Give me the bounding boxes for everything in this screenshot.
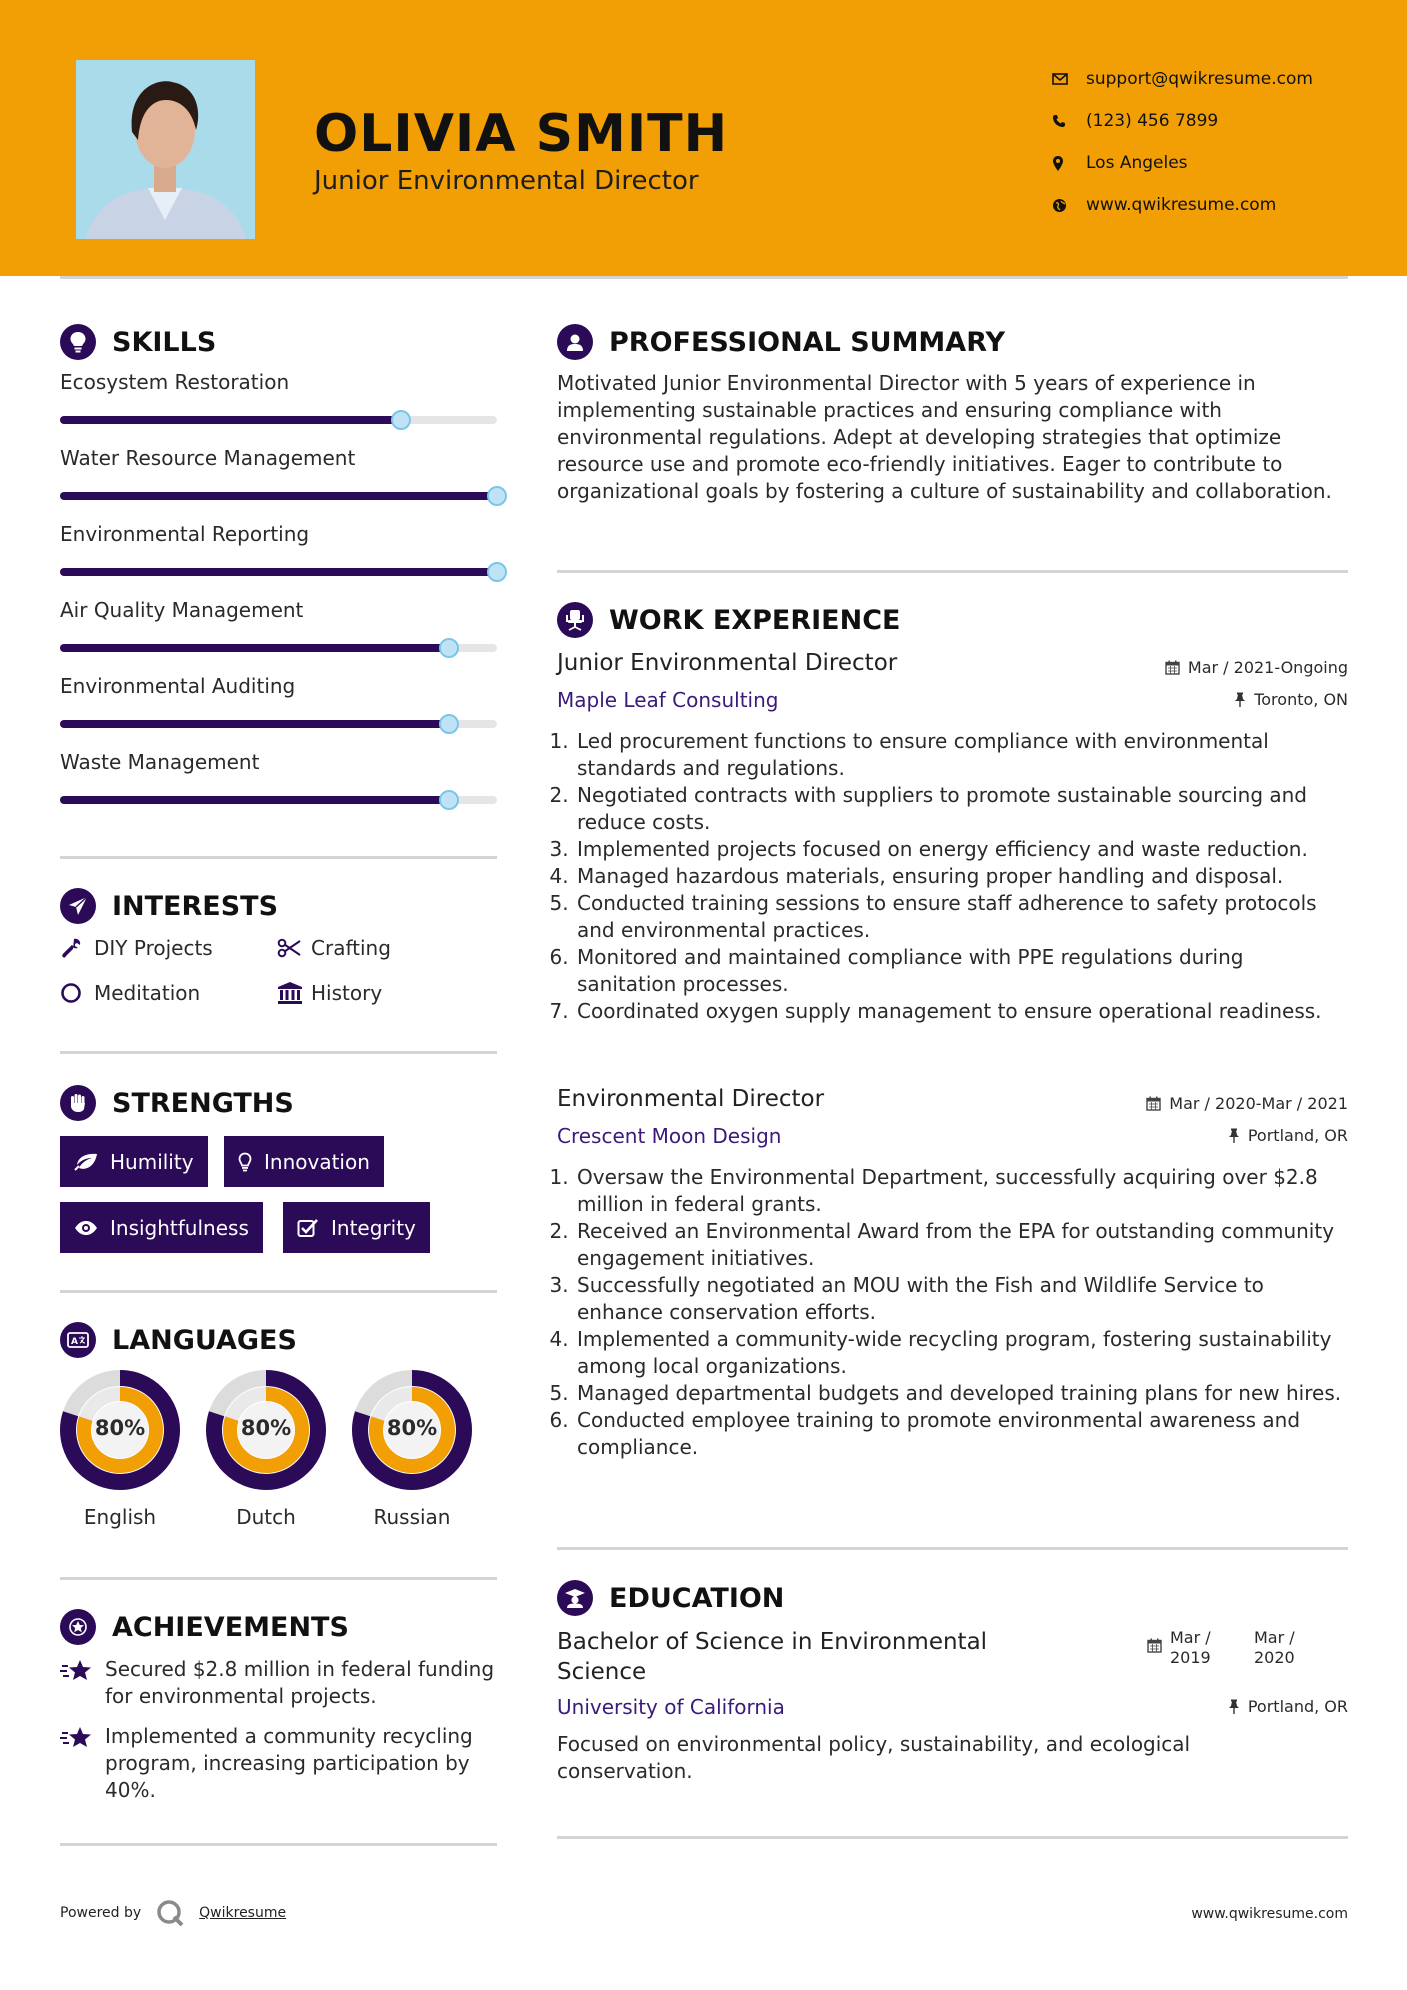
interest-item: Crafting xyxy=(277,936,391,960)
skill-bar xyxy=(60,492,497,500)
skill-bar-fill xyxy=(60,568,497,576)
interests-heading: INTERESTS xyxy=(60,888,278,924)
duty-item: 3. Implemented projects focused on energy efficiency and waste reduction. xyxy=(575,836,1349,863)
contact-phone[interactable] xyxy=(1052,100,1313,142)
language-ring xyxy=(204,1368,328,1496)
education-heading: EDUCATION xyxy=(557,1580,784,1616)
education-dates xyxy=(1147,1628,1295,1668)
skill-bar xyxy=(60,416,497,424)
language-percent: 80% xyxy=(240,1416,292,1440)
skills-heading: SKILLS xyxy=(60,324,216,360)
duty-item: 2. Negotiated contracts with suppliers to promote sustainable sourcing and reduce costs. xyxy=(575,782,1349,836)
skill-bar-fill xyxy=(60,644,449,652)
footer-website[interactable]: www.qwikresume.com xyxy=(1191,1906,1348,1922)
museum-icon xyxy=(277,982,311,1004)
leaf-icon xyxy=(74,1153,98,1171)
job-title: Environmental Director xyxy=(557,1086,825,1112)
divider xyxy=(557,1836,1348,1839)
job-duties xyxy=(557,728,1349,1025)
calendar-icon xyxy=(1146,1096,1161,1111)
divider xyxy=(60,856,497,859)
fist-icon xyxy=(60,1085,96,1121)
strength-chip: Insightfulness xyxy=(60,1202,263,1253)
job-title: Junior Environmental Director xyxy=(557,650,898,676)
stars-icon xyxy=(60,1723,105,1804)
phone-icon xyxy=(1052,114,1086,128)
pushpin-icon xyxy=(1228,1699,1240,1714)
duty-item: 2. Received an Environmental Award from the EPA for outstanding community engagement initiatives. xyxy=(575,1218,1349,1272)
skill-bar-knob xyxy=(439,638,459,658)
education-end: Mar / 2020 xyxy=(1254,1628,1295,1667)
job-location: Portland, OR xyxy=(1228,1126,1348,1145)
check-square-icon xyxy=(297,1218,319,1238)
duty-item: 4. Implemented a community-wide recycling program, fostering sustainability among local organizations. xyxy=(575,1326,1349,1380)
duty-item: 3. Successfully negotiated an MOU with the Fish and Wildlife Service to enhance conservation efforts. xyxy=(575,1272,1349,1326)
lightbulb-icon xyxy=(60,324,96,360)
divider xyxy=(60,1843,497,1846)
strength-chip: Humility xyxy=(60,1136,208,1187)
degree-title: Bachelor of Science in Environmental Science xyxy=(557,1629,988,1685)
strength-chip: Innovation xyxy=(224,1136,384,1187)
language-label: Russian xyxy=(373,1505,451,1529)
interest-item: Meditation xyxy=(60,981,200,1005)
lightbulb-icon xyxy=(238,1152,252,1172)
divider xyxy=(557,570,1348,573)
calendar-icon xyxy=(1147,1628,1162,1668)
contact-website-text: www.qwikresume.com xyxy=(1086,195,1277,215)
strengths-heading: STRENGTHS xyxy=(60,1085,294,1121)
education-start: Mar / 2019 xyxy=(1170,1628,1211,1667)
skill-bar xyxy=(60,644,497,652)
globe-icon xyxy=(1052,198,1086,213)
star-badge-icon xyxy=(60,1609,96,1645)
office-chair-icon xyxy=(557,602,593,638)
svg-text:A: A xyxy=(71,1337,78,1347)
skill-bar-fill xyxy=(60,492,497,500)
interest-item: DIY Projects xyxy=(60,936,213,960)
user-icon xyxy=(557,324,593,360)
skill-label: Environmental Reporting xyxy=(60,522,310,546)
skill-bar xyxy=(60,568,497,576)
eye-icon xyxy=(74,1220,98,1236)
scissors-icon xyxy=(277,938,311,958)
profile-photo xyxy=(76,60,255,239)
achievement-item: Secured $2.8 million in federal funding for environmental projects. xyxy=(60,1656,500,1710)
summary-text: Motivated Junior Environmental Director with 5 years of experience in implementing sustainable practices and ensuring compliance with environmental regulations. Adept at developing strategies that optimize resource use and promote eco-friendly initiatives. Eager to contribute to organizational goals by fostering a culture of sustainability and collaboration. xyxy=(557,371,1332,503)
languages-heading: A LANGUAGES xyxy=(60,1322,297,1358)
skill-label: Environmental Auditing xyxy=(60,674,296,698)
divider xyxy=(557,1547,1348,1550)
skill-label: Air Quality Management xyxy=(60,598,304,622)
education-location: Portland, OR xyxy=(1228,1697,1348,1716)
duty-item: 1. Oversaw the Environmental Department, successfully acquiring over $2.8 million in federal grants. xyxy=(575,1164,1349,1218)
skill-bar-knob xyxy=(439,714,459,734)
graduate-icon xyxy=(557,1580,593,1616)
language-label: Dutch xyxy=(236,1505,296,1529)
contact-email[interactable] xyxy=(1052,58,1313,100)
divider xyxy=(60,1290,497,1293)
language-icon xyxy=(60,1322,96,1358)
skill-bar-knob xyxy=(487,486,507,506)
language-ring xyxy=(350,1368,474,1496)
candidate-name: OLIVIA SMITH xyxy=(314,104,729,164)
duty-item: 6. Monitored and maintained compliance with PPE regulations during sanitation processes. xyxy=(575,944,1349,998)
education-description: Focused on environmental policy, sustainability, and ecological conservation. xyxy=(557,1732,1191,1783)
header-divider xyxy=(60,276,1348,279)
envelope-icon xyxy=(1052,73,1086,85)
pushpin-icon xyxy=(1228,1128,1240,1143)
candidate-title: Junior Environmental Director xyxy=(314,166,699,196)
language-percent: 80% xyxy=(94,1416,146,1440)
duty-item: 4. Managed hazardous materials, ensuring proper handling and disposal. xyxy=(575,863,1349,890)
divider xyxy=(60,1051,497,1054)
skill-label: Water Resource Management xyxy=(60,446,356,470)
calendar-icon xyxy=(1165,660,1180,675)
skill-bar-fill xyxy=(60,416,401,424)
pushpin-icon xyxy=(1234,692,1246,707)
language-label: English xyxy=(83,1505,157,1529)
duty-item: 5. Managed departmental budgets and developed training plans for new hires. xyxy=(575,1380,1349,1407)
job-dates: Mar / 2020-Mar / 2021 xyxy=(1146,1094,1348,1113)
footer-powered-by: Powered by Qwikresume xyxy=(60,1898,286,1928)
job-company: Crescent Moon Design xyxy=(557,1124,782,1148)
skill-label: Ecosystem Restoration xyxy=(60,370,290,394)
duty-item: 5. Conducted training sessions to ensure staff adherence to safety protocols and environmental practices. xyxy=(575,890,1349,944)
skill-bar-fill xyxy=(60,796,449,804)
stars-icon xyxy=(60,1656,105,1710)
skill-bar-knob xyxy=(391,410,411,430)
skill-bar xyxy=(60,796,497,804)
achievements-heading: ACHIEVEMENTS xyxy=(60,1609,349,1645)
contact-location-text: Los Angeles xyxy=(1086,153,1188,173)
qwikresume-logo-icon xyxy=(155,1898,185,1928)
job-dates: Mar / 2021-Ongoing xyxy=(1165,658,1348,677)
duty-item: 6. Conducted employee training to promote environmental awareness and compliance. xyxy=(575,1407,1349,1461)
duty-item: 7. Coordinated oxygen supply management to ensure operational readiness. xyxy=(575,998,1349,1025)
skill-bar-knob xyxy=(439,790,459,810)
job-company: Maple Leaf Consulting xyxy=(557,688,779,712)
divider xyxy=(60,1577,497,1580)
skill-label: Waste Management xyxy=(60,750,260,774)
skill-bar-knob xyxy=(487,562,507,582)
job-location: Toronto, ON xyxy=(1234,690,1348,709)
summary-heading: PROFESSIONAL SUMMARY xyxy=(557,324,1005,360)
map-pin-icon xyxy=(1052,156,1086,171)
skill-bar-fill xyxy=(60,720,449,728)
contact-email-text: support@qwikresume.com xyxy=(1086,69,1313,89)
job-duties xyxy=(557,1164,1349,1461)
contact-phone-text: (123) 456 7899 xyxy=(1086,111,1219,131)
qwikresume-link[interactable]: Qwikresume xyxy=(199,1905,287,1921)
skill-bar xyxy=(60,720,497,728)
interest-item: History xyxy=(277,981,382,1005)
language-ring xyxy=(58,1368,182,1496)
contact-list xyxy=(1052,58,1313,226)
contact-website[interactable] xyxy=(1052,184,1313,226)
school-name: University of California xyxy=(557,1695,785,1719)
circle-icon xyxy=(60,982,94,1004)
strength-chip: Integrity xyxy=(283,1202,430,1253)
achievement-item: Implemented a community recycling program, increasing participation by 40%. xyxy=(60,1723,500,1804)
experience-heading: WORK EXPERIENCE xyxy=(557,602,900,638)
language-percent: 80% xyxy=(386,1416,438,1440)
wrench-icon xyxy=(60,937,94,959)
paper-plane-icon xyxy=(60,888,96,924)
contact-location xyxy=(1052,142,1313,184)
duty-item: 1. Led procurement functions to ensure compliance with environmental standards and regulations. xyxy=(575,728,1349,782)
